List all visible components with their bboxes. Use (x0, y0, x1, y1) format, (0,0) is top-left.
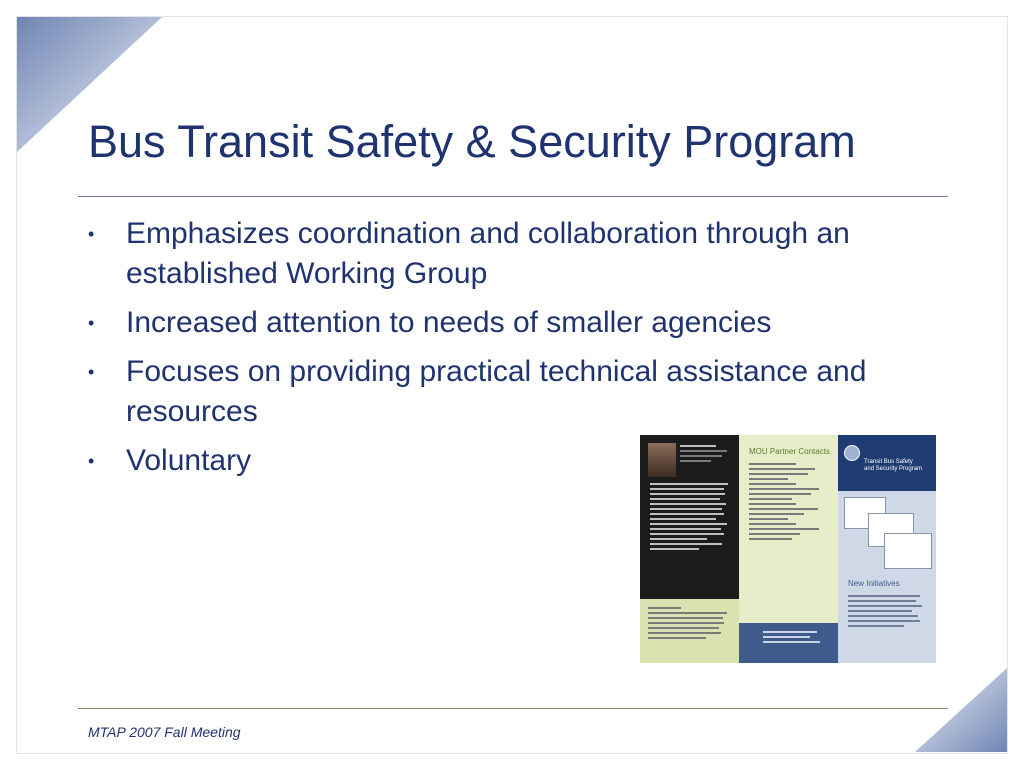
bullet-text: Emphasizes coordination and collaboration through an established Working Group (126, 217, 850, 290)
initiatives-text-lines (848, 595, 928, 630)
bullet-text: Focuses on providing practical technical assistance and resources (126, 355, 867, 428)
bullet-item (88, 352, 928, 432)
website-screenshot-icon (884, 533, 932, 569)
bullet-icon: • (88, 362, 95, 382)
leadership-section (640, 599, 739, 663)
dot-contact-box (739, 623, 838, 663)
bullet-icon: • (88, 313, 95, 333)
bullet-text: Voluntary (126, 444, 252, 477)
portrait-photo (648, 443, 676, 477)
bullet-icon: • (88, 224, 95, 244)
title-divider (78, 196, 948, 197)
name-caption-lines (680, 445, 732, 465)
dot-seal-icon (844, 445, 860, 461)
brochure-contacts-header: MOU Partner Contacts (749, 447, 830, 456)
bullet-icon: • (88, 451, 95, 471)
slide-title: Bus Transit Safety & Security Program (88, 116, 856, 167)
brochure-new-initiatives-header: New Initiatives (848, 579, 900, 588)
bullet-text: Increased attention to needs of smaller agencies (126, 306, 772, 339)
contacts-text-lines (749, 463, 827, 543)
brochure-panel-left (640, 435, 739, 663)
quote-text-lines (650, 483, 732, 553)
footer-divider (78, 708, 948, 709)
brochure-panel-middle (739, 435, 838, 663)
brochure-cover-header (838, 435, 936, 491)
brochure-image (640, 435, 936, 663)
bullet-item (88, 303, 928, 343)
brochure-cover-title: Transit Bus Safety and Security Program (864, 459, 923, 472)
corner-decoration-bottom-right (915, 668, 1007, 752)
bullet-item (88, 214, 928, 294)
brochure-panel-right (838, 435, 936, 663)
footer-text: MTAP 2007 Fall Meeting (88, 724, 241, 740)
